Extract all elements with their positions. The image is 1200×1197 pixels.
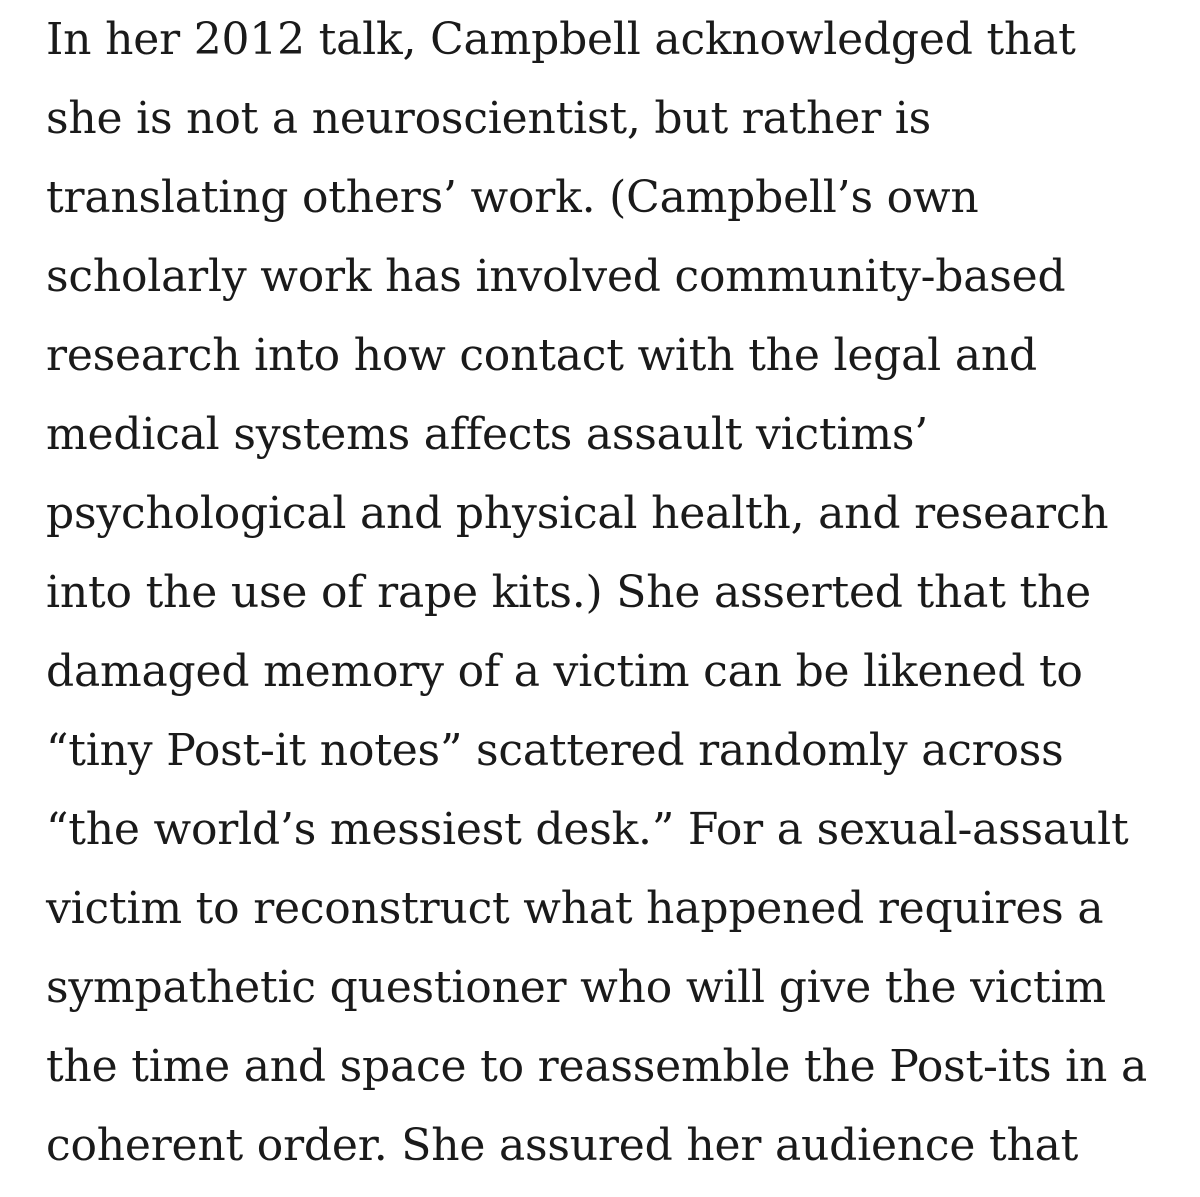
paragraph-line: she is not a neuroscientist, but rather is (46, 93, 931, 144)
paragraph-line: medical systems affects assault victims’ (46, 409, 929, 460)
paragraph-line: coherent order. She assured her audience that (46, 1120, 1079, 1171)
paragraph-line: the time and space to reassemble the Post-its in a (46, 1041, 1148, 1092)
paragraph-line: “the world’s messiest desk.” For a sexual-assault (46, 804, 1129, 855)
paragraph-line: damaged memory of a victim can be likened to (46, 646, 1083, 697)
paragraph-line: In her 2012 talk, Campbell acknowledged that (46, 14, 1076, 65)
paragraph-line: research into how contact with the legal and (46, 330, 1037, 381)
paragraph-line: translating others’ work. (Campbell’s own (46, 172, 979, 223)
paragraph-line: scholarly work has involved community-based (46, 251, 1066, 302)
paragraph-line: into the use of rape kits.) She asserted that the (46, 567, 1091, 618)
paragraph-line: psychological and physical health, and research (46, 488, 1109, 539)
paragraph-line: “tiny Post-it notes” scattered randomly across (46, 725, 1064, 776)
paragraph-line: victim to reconstruct what happened requires a (46, 883, 1104, 934)
paragraph-line: sympathetic questioner who will give the victim (46, 962, 1106, 1013)
